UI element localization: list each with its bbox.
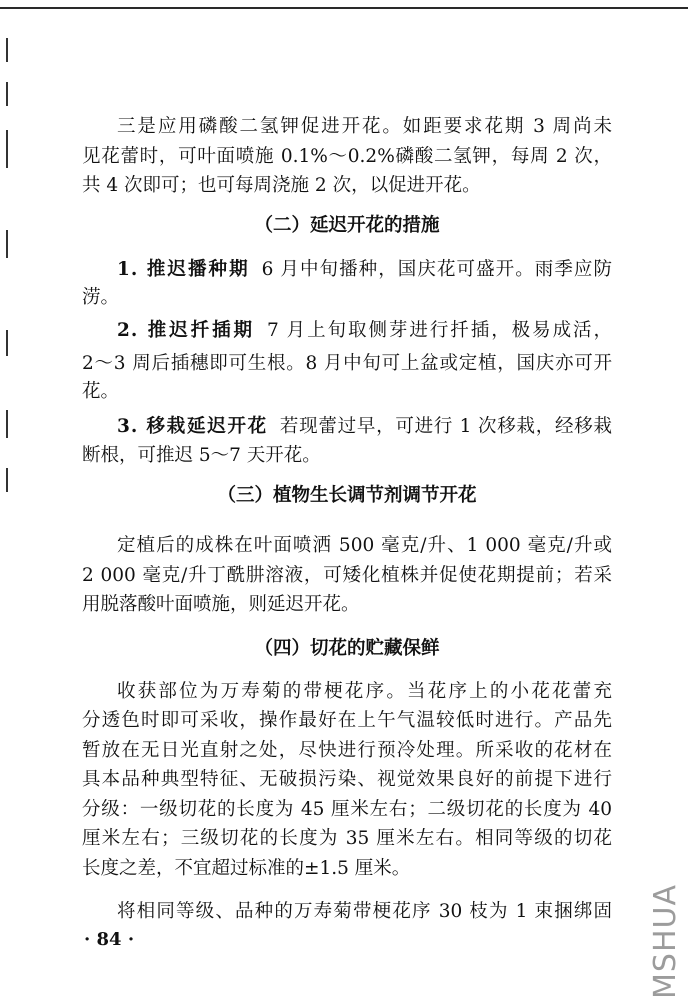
text-line: 具本品种典型特征、无破损污染、视觉效果良好的前提下进行 bbox=[82, 769, 612, 790]
text-line: 见花蕾时，可叶面喷施 0.1%～0.2%磷酸二氢钾，每周 2 次， bbox=[82, 146, 612, 167]
text-line: 三是应用磷酸二氢钾促进开花。如距要求花期 3 周尚未 bbox=[117, 116, 612, 137]
section-heading: （三）植物生长调节剂调节开花 bbox=[217, 485, 477, 506]
text-line bbox=[117, 316, 612, 346]
text-line: 共 4 次即可；也可每周浇施 2 次，以促进开花。 bbox=[82, 175, 481, 196]
text-line bbox=[117, 255, 612, 285]
item-text: 6 月中旬播种，国庆花可盛开。雨季应防 bbox=[261, 259, 612, 280]
text-line: 分级：一级切花的长度为 45 厘米左右；二级切花的长度为 40 bbox=[82, 799, 612, 820]
scan-edge-mark bbox=[6, 410, 8, 438]
text-line: 用脱落酸叶面喷施，则延迟开花。 bbox=[82, 594, 360, 615]
text-line: 2 000 毫克/升丁酰肼溶液，可矮化植株并促使花期提前；若采 bbox=[82, 565, 612, 586]
text-line: 分透色时即可采收，操作最好在上午气温较低时进行。产品先 bbox=[82, 710, 612, 731]
text-line: 收获部位为万寿菊的带梗花序。当花序上的小花花蕾充 bbox=[117, 681, 612, 702]
scan-edge-mark bbox=[6, 82, 8, 106]
item-lead: 3. 移栽延迟开花 bbox=[117, 416, 268, 437]
scan-edge-mark bbox=[6, 230, 8, 258]
text-line: 涝。 bbox=[82, 287, 120, 308]
item-lead: 1. 推迟播种期 bbox=[117, 259, 250, 280]
text-line: 2～3 周后插穗即可生根。8 月中旬可上盆或定植，国庆亦可开 bbox=[82, 353, 612, 374]
item-text: 7 月上旬取侧芽进行扦插，极易成活， bbox=[267, 320, 612, 341]
scan-edge-mark bbox=[6, 468, 8, 492]
text-line: 断根，可推迟 5～7 天开花。 bbox=[82, 445, 321, 466]
page-number: · 84 · bbox=[84, 929, 135, 950]
scan-edge-mark bbox=[6, 130, 8, 168]
watermark: MSHUA bbox=[648, 884, 683, 999]
text-line: 厘米左右；三级切花的长度为 35 厘米左右。相同等级的切花 bbox=[82, 828, 612, 849]
scan-edge-line bbox=[0, 7, 688, 9]
item-lead: 2. 推迟扦插期 bbox=[117, 320, 256, 341]
text-line: 定植后的成株在叶面喷洒 500 毫克/升、1 000 毫克/升或 bbox=[117, 535, 612, 556]
scan-edge-mark bbox=[6, 330, 8, 356]
text-line: 将相同等级、品种的万寿菊带梗花序 30 枝为 1 束捆绑固 bbox=[117, 901, 612, 922]
section-heading: （四）切花的贮藏保鲜 bbox=[254, 638, 440, 659]
item-text: 若现蕾过早，可进行 1 次移栽，经移栽 bbox=[279, 416, 612, 437]
text-line: 长度之差，不宜超过标准的±1.5 厘米。 bbox=[82, 858, 411, 879]
text-line: 花。 bbox=[82, 381, 120, 402]
text-line bbox=[117, 412, 612, 442]
section-heading: （二）延迟开花的措施 bbox=[254, 215, 440, 236]
text-line: 暂放在无日光直射之处，尽快进行预冷处理。所采收的花材在 bbox=[82, 740, 612, 761]
scan-edge-mark bbox=[6, 38, 8, 62]
